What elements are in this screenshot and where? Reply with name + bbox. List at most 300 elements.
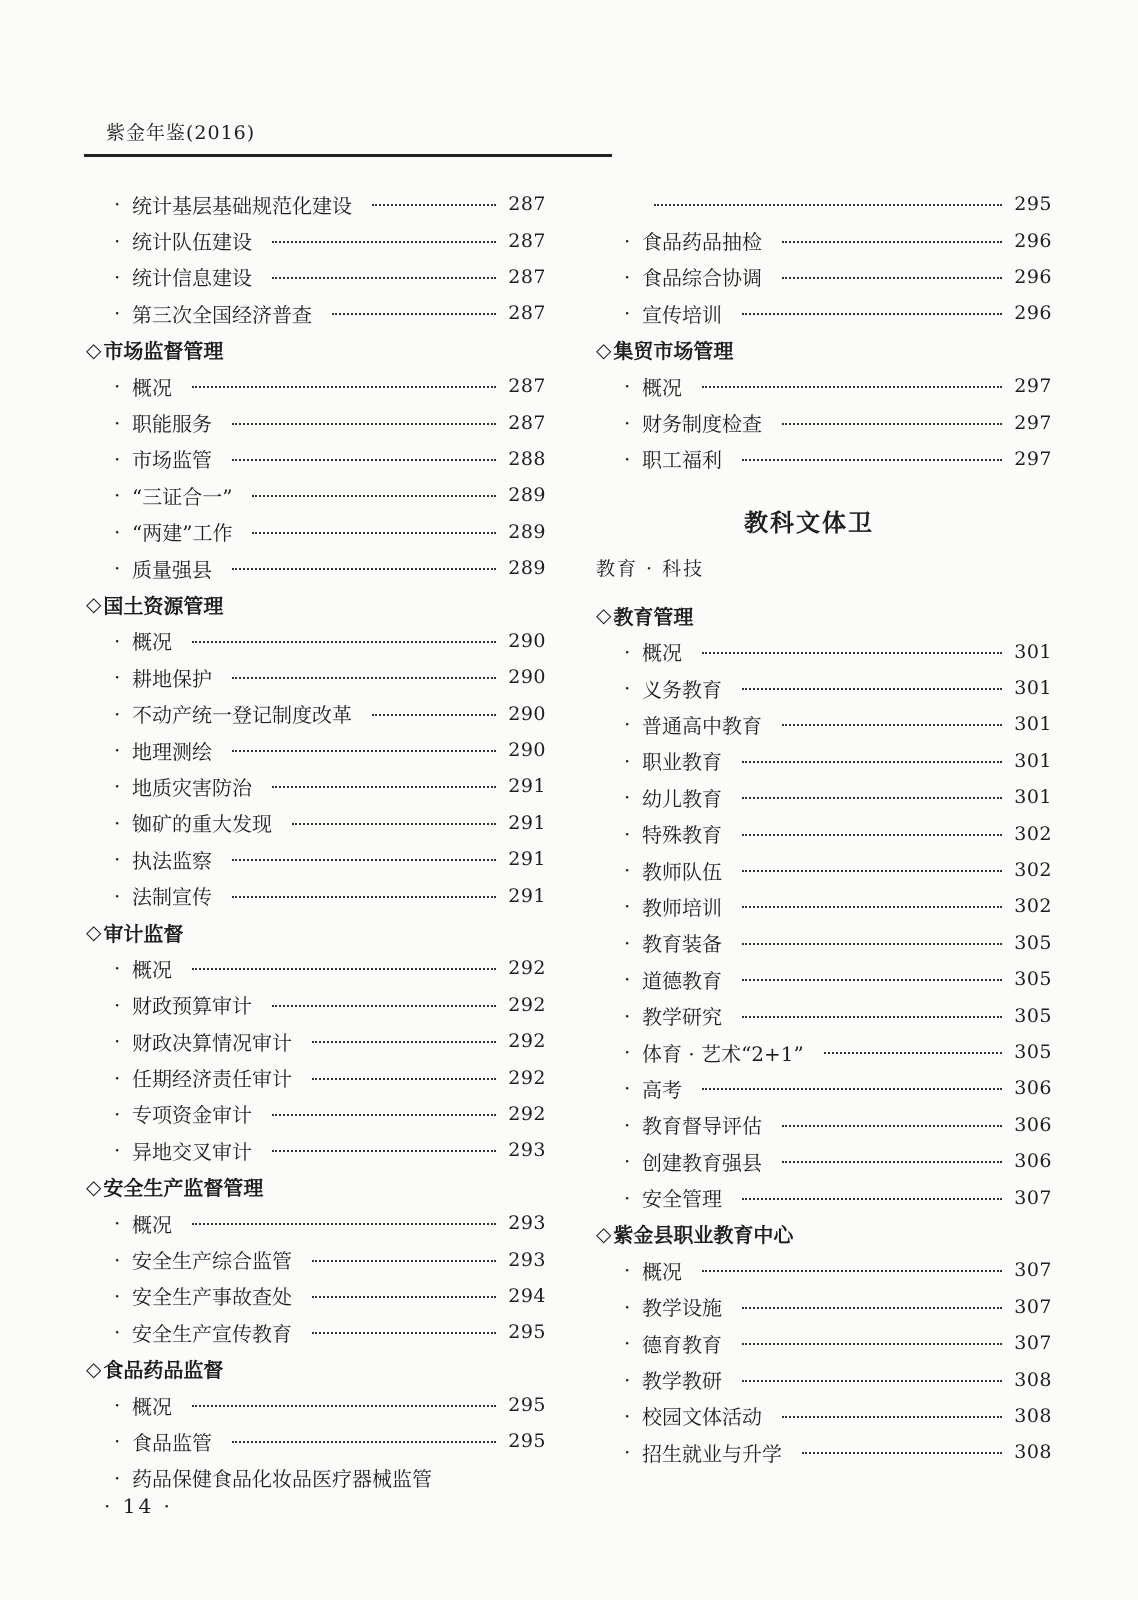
toc-entry[interactable] [86,550,546,586]
toc-entry-page: 305 [1014,968,1052,991]
bullet-icon: · [114,192,121,217]
bullet-icon: · [624,676,631,701]
section-title: 教科文体卫 [744,507,874,537]
toc-entry-page: 297 [1014,375,1052,398]
toc-entry[interactable] [596,670,1052,706]
toc-entry-label: 教学教研 [642,1369,722,1394]
toc-entry[interactable] [596,1179,1052,1215]
toc-entry-page: 292 [508,1066,546,1089]
dot-leader [702,384,1002,388]
toc-entry-page: 302 [1014,859,1052,882]
diamond-icon: ◇ [86,592,102,617]
toc-entry-page: 301 [1014,713,1052,736]
bullet-icon: · [114,738,121,763]
toc-entry[interactable] [596,634,1052,670]
toc-entry-label: 安全管理 [642,1187,722,1212]
toc-entry[interactable] [596,404,1052,440]
dot-leader [192,1403,496,1407]
toc-entry-label: 教学设施 [642,1296,722,1321]
bullet-icon: · [114,228,121,253]
toc-left-column [86,186,546,1496]
toc-entry-page: 287 [508,375,546,398]
toc-entry[interactable] [86,186,546,222]
toc-entry-page: 291 [508,775,546,798]
toc-entry[interactable] [596,1034,1052,1070]
toc-entry-page: 293 [508,1212,546,1235]
bullet-icon: · [114,883,121,908]
toc-entry-page: 301 [1014,786,1052,809]
dot-leader [742,686,1002,690]
toc-entry-label: 食品综合协调 [642,266,762,291]
toc-entry[interactable] [86,477,546,513]
bullet-icon: · [624,1040,631,1064]
toc-heading-label: 审计监督 [103,921,184,946]
dot-leader [232,566,496,570]
toc-entry-page: 308 [1014,1404,1052,1427]
bullet-icon: · [624,446,631,471]
toc-entry-page: 291 [508,811,546,834]
bullet-icon: · [114,1211,121,1236]
dot-leader [312,1076,496,1080]
bullet-icon: · [624,748,631,773]
toc-entry-page: 307 [1014,1295,1052,1318]
toc-heading-label: 国土资源管理 [103,593,224,618]
bullet-icon: · [624,1003,631,1028]
toc-entry-page: 301 [1014,640,1052,663]
toc-entry-page: 289 [508,557,546,580]
toc-entry-label: 耕地保护 [132,666,212,691]
bullet-icon: · [114,665,121,690]
toc-entry-label: 统计基层基础规范化建设 [132,193,352,218]
diamond-icon: ◇ [86,337,102,362]
dot-leader [372,202,496,206]
toc-entry-label: 质量强县 [132,557,212,582]
dot-leader [742,832,1002,836]
toc-entry[interactable] [86,441,546,477]
toc-entry[interactable] [596,1107,1052,1143]
dot-leader [312,1039,496,1043]
dot-leader [272,1112,496,1116]
toc-entry-page: 291 [508,848,546,871]
toc-entry[interactable] [596,368,1052,404]
toc-entry-label: 第三次全国经济普查 [132,302,312,327]
toc-entry-page: 290 [508,666,546,689]
toc-entry-page: 305 [1014,1041,1052,1063]
toc-entry-label: 食品药品抽检 [642,230,762,255]
diamond-icon: ◇ [86,920,102,944]
toc-entry[interactable] [596,888,1052,924]
toc-entry[interactable] [86,1023,546,1059]
toc-entry[interactable] [596,1070,1052,1106]
dot-leader [742,795,1002,799]
toc-entry[interactable] [86,514,546,550]
dot-leader [192,966,496,970]
bullet-icon: · [114,992,121,1017]
toc-entry-label: 概况 [642,375,682,400]
dot-leader [742,457,1002,461]
bullet-icon: · [114,264,121,289]
bullet-icon: · [624,930,631,955]
bullet-icon: · [114,1393,121,1418]
toc-entry[interactable] [86,1096,546,1132]
toc-entry[interactable] [596,925,1052,961]
dot-leader [802,1450,1002,1454]
toc-entry-label: 德育教育 [642,1332,722,1357]
toc-entry[interactable] [86,695,546,731]
toc-entry-label: 创建教育强县 [642,1150,762,1175]
toc-entry[interactable] [596,186,1052,222]
toc-entry[interactable] [596,1289,1052,1325]
toc-entry-label: 特殊教育 [642,823,722,848]
toc-entry-label: 高考 [642,1077,682,1102]
bullet-icon: · [114,374,121,399]
bullet-icon: · [624,967,631,992]
toc-entry-label: 财务制度检查 [642,412,762,437]
dot-leader [782,722,1002,726]
toc-entry-label: 概况 [132,375,172,400]
toc-heading [86,586,546,622]
dot-leader [742,941,1002,945]
toc-heading-label: 教育管理 [613,604,694,629]
toc-entry[interactable] [86,1387,546,1423]
toc-entry-page: 292 [508,1102,546,1125]
toc-entry-page: 302 [1014,895,1052,918]
toc-entry-label: 法制宣传 [132,885,212,910]
toc-entry[interactable] [86,1132,546,1168]
toc-heading [596,332,1052,368]
toc-entry-page: 297 [1014,411,1052,434]
dot-leader [782,1414,1002,1418]
toc-entry-label: 统计队伍建设 [132,230,252,255]
toc-entry-page: 308 [1014,1368,1052,1391]
toc-entry-label: 安全生产事故查处 [132,1285,292,1310]
dot-leader [372,712,496,716]
bullet-icon: · [624,410,631,435]
toc-entry-label: 安全生产宣传教育 [132,1321,292,1346]
dot-leader [312,1258,496,1262]
toc-right-column [596,186,1052,1471]
toc-entry-label: 校园文体活动 [642,1405,762,1430]
bullet-icon: · [114,1101,121,1126]
toc-heading-label: 集贸市场管理 [613,339,734,364]
dot-leader [742,1014,1002,1018]
toc-entry[interactable] [86,987,546,1023]
toc-entry[interactable] [596,706,1052,742]
toc-entry[interactable] [86,1460,546,1496]
toc-entry-page: 287 [508,302,546,325]
dot-leader [742,759,1002,763]
toc-entry[interactable] [596,1398,1052,1434]
bullet-icon: · [624,1403,631,1428]
toc-entry-label: 异地交叉审计 [132,1139,252,1164]
bullet-icon: · [624,1185,631,1210]
dot-leader [782,239,1002,243]
toc-entry-label: 体育 · 艺术“2+1” [642,1041,804,1066]
toc-entry[interactable] [86,1059,546,1095]
bullet-icon: · [624,1258,631,1283]
toc-entry[interactable] [86,768,546,804]
toc-entry-label: 统计信息建设 [132,266,252,291]
dot-leader [272,239,496,243]
bullet-icon: · [114,446,121,471]
toc-entry-label: 安全生产综合监管 [132,1249,292,1274]
bullet-icon: · [114,1465,121,1490]
toc-entry-label: 铷矿的重大发现 [132,812,272,837]
toc-entry[interactable] [596,1143,1052,1179]
toc-entry[interactable] [596,852,1052,888]
toc-entry-page: 292 [508,1030,546,1053]
toc-entry-page: 296 [1014,265,1052,288]
toc-entry-label: 教育督导评估 [642,1114,762,1139]
bullet-icon: · [114,956,121,981]
toc-entry-page: 287 [508,193,546,216]
dot-leader [742,977,1002,981]
dot-leader [272,275,496,279]
toc-entry[interactable] [86,659,546,695]
toc-entry[interactable] [86,805,546,841]
dot-leader [312,1294,496,1298]
toc-heading-label: 安全生产监督管理 [103,1176,264,1201]
diamond-icon: ◇ [86,1174,102,1199]
toc-entry-page: 290 [508,739,546,762]
header-rule [84,154,612,157]
toc-entry-page: 295 [508,1394,546,1417]
bullet-icon: · [624,1112,631,1137]
toc-entry-page: 289 [508,484,546,507]
toc-entry-page: 306 [1014,1113,1052,1136]
toc-entry-page: 294 [508,1284,546,1307]
bullet-icon: · [624,821,631,846]
dot-leader [232,857,496,861]
toc-entry-label: 地理测绘 [132,739,212,764]
page-number: · 14 · [104,1494,173,1518]
bullet-icon: · [114,847,121,872]
dot-leader [232,421,496,425]
toc-entry-label: “两建”工作 [132,521,233,546]
toc-heading-label: 紫金县职业教育中心 [613,1223,794,1248]
bullet-icon: · [624,712,631,737]
toc-entry[interactable] [86,1205,546,1241]
dot-leader [192,639,496,643]
bullet-icon: · [624,374,631,399]
toc-entry-label: 食品监管 [132,1430,212,1455]
toc-entry-page: 291 [508,884,546,907]
dot-leader [272,1148,496,1152]
dot-leader [742,1341,1002,1345]
toc-entry-label: 教师队伍 [642,859,722,884]
toc-entry-page: 295 [1014,193,1052,216]
toc-entry-page: 288 [508,447,546,470]
diamond-icon: ◇ [596,1221,612,1246]
bullet-icon: · [114,556,121,581]
toc-entry-label: 普通高中教育 [642,713,762,738]
toc-entry-label: 职工福利 [642,448,722,473]
toc-heading [86,1351,546,1387]
dot-leader [742,311,1002,315]
toc-entry[interactable] [596,1252,1052,1288]
toc-entry[interactable] [596,1325,1052,1361]
dot-leader [782,1159,1002,1163]
toc-entry-label: 地质灾害防治 [132,775,252,800]
toc-entry[interactable] [86,623,546,659]
bullet-icon: · [114,1065,121,1090]
toc-entry[interactable] [596,1434,1052,1470]
toc-entry[interactable] [596,295,1052,331]
toc-entry-label: 义务教育 [642,677,722,702]
dot-leader [272,784,496,788]
bullet-icon: · [114,410,121,435]
bullet-icon: · [624,1076,631,1101]
toc-entry[interactable] [86,877,546,913]
toc-entry-page: 287 [508,411,546,434]
toc-entry[interactable] [86,1278,546,1314]
dot-leader [782,275,1002,279]
diamond-icon: ◇ [596,337,612,362]
dot-leader [252,530,496,534]
toc-heading [596,597,1052,633]
bullet-icon: · [624,1294,631,1319]
toc-entry-page: 307 [1014,1332,1052,1355]
toc-entry[interactable] [86,1314,546,1350]
toc-entry[interactable] [86,841,546,877]
toc-entry[interactable] [86,950,546,986]
bullet-icon: · [114,701,121,726]
bullet-icon: · [624,785,631,810]
diamond-icon: ◇ [596,603,612,628]
toc-entry[interactable] [596,259,1052,295]
toc-heading [86,914,546,950]
toc-entry[interactable] [86,295,546,331]
dot-leader [192,384,496,388]
toc-entry-label: 教育装备 [642,932,722,957]
toc-entry[interactable] [86,732,546,768]
bullet-icon: · [624,894,631,919]
toc-heading [596,1216,1052,1252]
dot-leader [332,311,496,315]
bullet-icon: · [114,810,121,835]
toc-entry-label: 宣传培训 [642,302,722,327]
dot-leader [702,1086,1002,1090]
toc-entry-label: 职业教育 [642,750,722,775]
toc-entry[interactable] [596,1361,1052,1397]
toc-entry-label: 职能服务 [132,412,212,437]
toc-entry[interactable] [86,222,546,258]
bullet-icon: · [114,1029,121,1054]
dot-leader [232,1439,496,1443]
toc-entry-label: 概况 [642,1259,682,1284]
dot-leader [702,1268,1002,1272]
toc-entry-page: 296 [1014,302,1052,325]
toc-entry[interactable] [596,997,1052,1033]
dot-leader [192,1221,496,1225]
toc-entry-label: 道德教育 [642,968,722,993]
toc-entry-page: 308 [1014,1441,1052,1464]
bullet-icon: · [624,228,631,253]
toc-entry-label: 教师培训 [642,895,722,920]
dot-leader [272,1003,496,1007]
toc-heading [86,1169,546,1205]
bullet-icon: · [624,639,631,664]
dot-leader [742,1196,1002,1200]
toc-heading-label: 市场监督管理 [103,339,224,364]
toc-entry[interactable] [86,404,546,440]
toc-entry-page: 301 [1014,749,1052,772]
toc-entry[interactable] [596,441,1052,477]
toc-entry-page: 307 [1014,1186,1052,1209]
toc-entry-page: 296 [1014,229,1052,252]
dot-leader [782,421,1002,425]
toc-entry[interactable] [596,222,1052,258]
bullet-icon: · [624,301,631,326]
toc-entry-label: 专项资金审计 [132,1103,252,1128]
dot-leader [232,748,496,752]
toc-entry[interactable] [86,1241,546,1277]
dot-leader [702,650,1002,654]
dot-leader [782,1123,1002,1127]
bullet-icon: · [114,1320,121,1345]
toc-entry[interactable] [596,743,1052,779]
toc-entry-page: 306 [1014,1077,1052,1100]
toc-entry-label: 概况 [132,1212,172,1237]
toc-entry-page: 305 [1014,1004,1052,1027]
toc-entry-page: 297 [1014,447,1052,470]
bullet-icon: · [114,1429,121,1454]
dot-leader [252,493,496,497]
toc-entry[interactable] [86,1423,546,1459]
toc-entry-label: 不动产统一登记制度改革 [132,703,352,728]
toc-entry[interactable] [86,259,546,295]
toc-entry-label: 概况 [132,630,172,655]
toc-entry-page: 302 [1014,822,1052,845]
bullet-icon: · [114,1138,121,1163]
dot-leader [742,868,1002,872]
toc-entry[interactable] [596,815,1052,851]
toc-entry-label: 教学研究 [642,1005,722,1030]
toc-heading [86,332,546,368]
toc-entry-page: 287 [508,229,546,252]
toc-entry-label: 执法监察 [132,848,212,873]
bullet-icon: · [624,1367,631,1392]
dot-leader [654,202,1002,206]
toc-entry-page: 293 [508,1248,546,1271]
bullet-icon: · [624,1149,631,1174]
toc-entry-page: 307 [1014,1259,1052,1282]
dot-leader [232,457,496,461]
category-label: 教育 · 科技 [596,557,705,580]
toc-entry-page: 295 [508,1321,546,1344]
toc-entry-page: 292 [508,993,546,1016]
toc-entry-page: 292 [508,957,546,980]
bullet-icon: · [114,301,121,326]
bullet-icon: · [624,264,631,289]
diamond-icon: ◇ [86,1356,102,1381]
dot-leader [232,894,496,898]
toc-entry-label: 招生就业与升学 [642,1441,782,1466]
dot-leader [312,1330,496,1334]
dot-leader [742,904,1002,908]
toc-right-bottom-list [596,597,1052,1470]
dot-leader [232,675,496,679]
dot-leader [824,1050,1002,1054]
toc-entry-page: 290 [508,702,546,725]
toc-entry-label: 财政预算审计 [132,994,252,1019]
dot-leader [742,1305,1002,1309]
bullet-icon: · [114,628,121,653]
toc-entry[interactable] [86,368,546,404]
toc-entry[interactable] [596,779,1052,815]
toc-entry[interactable] [596,961,1052,997]
toc-entry-label: 概况 [642,641,682,666]
